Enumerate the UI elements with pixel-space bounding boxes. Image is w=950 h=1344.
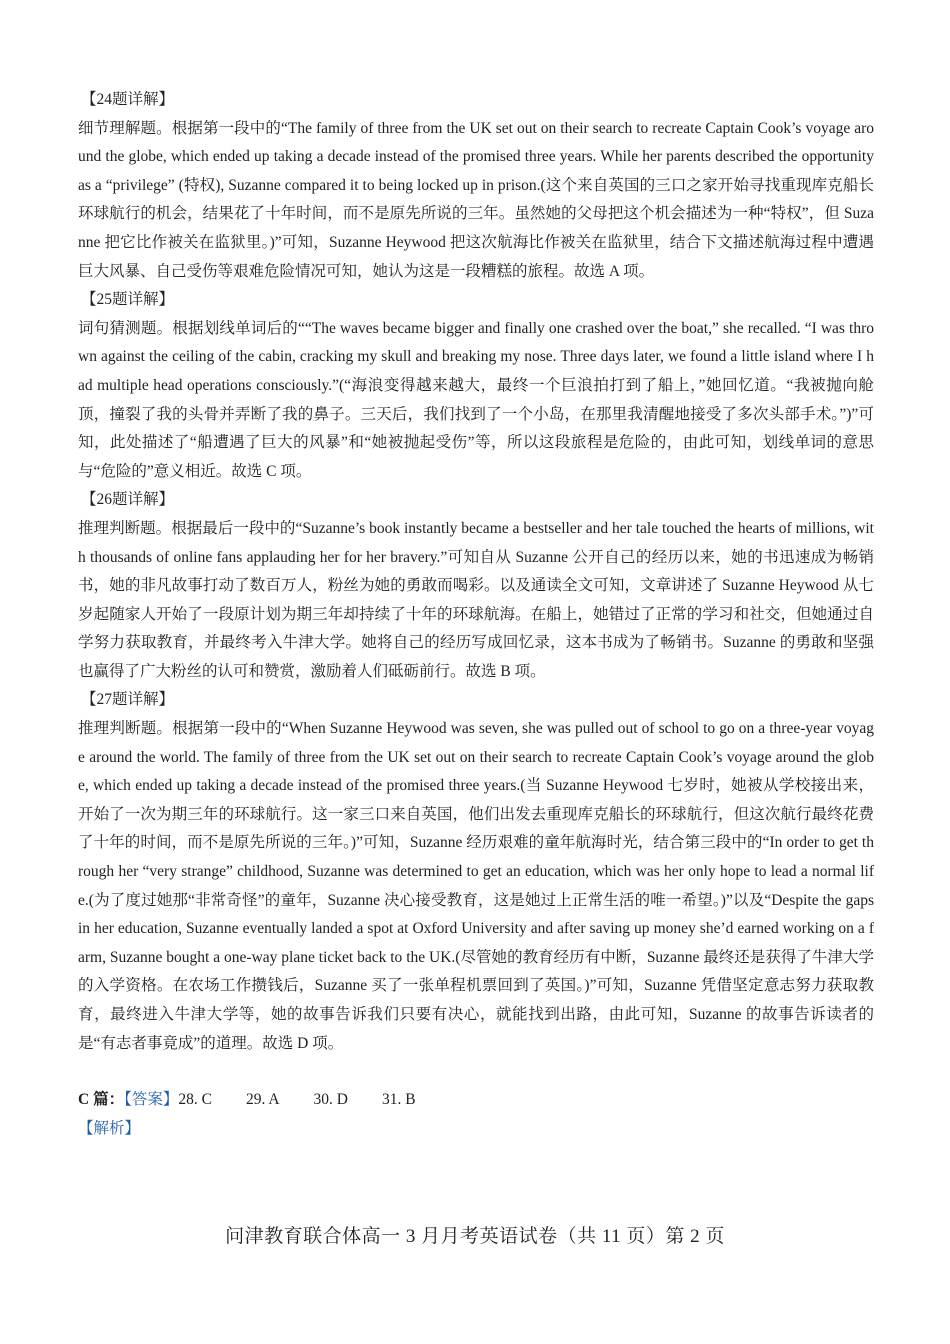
q26-explanation: 推理判断题。根据最后一段中的“Suzanne’s book instantly became a bestseller and her tale touched the hearts of millions, with thousands of online fans applauding her for her bravery.”可知自从 Suzanne 公开自己的经历以来，她的书迅速成为畅销书，她的非凡故事打动了数百万人，粉丝为她的勇敢而喝彩。以及通读全文可知，文章讲述了 Suzanne Heywood 从七岁起随家人开始了一段原计划为期三年却持续了十年的环球航海。在船上，她错过了正常的学习和社交，但她通过自学努力获取教育，并最终考入牛津大学。她将自己的经历写成回忆录，这本书成为了畅销书。Suzanne 的勇敢和坚强也赢得了广大粉丝的认可和赞赏，激励着人们砥砺前行。故选 B 项。 (78, 519, 874, 680)
analysis-tag: 【解析】 (78, 1119, 141, 1137)
answer-29: 29. A (245, 1091, 280, 1109)
q26-heading: 【26题详解】 (81, 491, 175, 509)
answer-tag: 【答案】 (124, 1091, 179, 1109)
q24-heading: 【24题详解】 (81, 91, 175, 108)
answer-30: 30. D (313, 1091, 348, 1109)
page-footer: 问津教育联合体高一 3 月月考英语试卷（共 11 页）第 2 页 (225, 1226, 725, 1247)
q24-explanation: 细节理解题。根据第一段中的“The family of three from the UK set out on their search to recreate Captain Cook’s voyage around the globe, which ended up taking a decade instead of the promised three years. While her parents described the opportunity as a “privilege” (特权), Suzanne compared it to being locked up in prison.(这个来自英国的三口之家开始寻找重现库克船长环球航行的机会，结果花了十年时间，而不是原先所说的三年。虽然她的父母把这个机会描述为一种“特权”，但 Suzanne 把它比作被关在监狱里。)”可知，Suzanne Heywood 把这次航海比作被关在监狱里，结合下文描述航海过程中遭遇巨大风暴、自己受伤等艰难危险情况可知，她认为这是一段糟糕的旅程。故选 A 项。 (78, 119, 874, 280)
answer-28: 28. C (178, 1091, 212, 1109)
section-c-answer-line (78, 1086, 874, 1115)
section-spacer (78, 1058, 874, 1086)
q25-heading: 【25题详解】 (81, 291, 175, 309)
q25-explanation: 词句猜测题。根据划线单词后的““The waves became bigger and finally one crashed over the boat,” she recalled. “I was thrown against the ceiling of the cabin, cracking my skull and breaking my nose. Three days later, we found a little island where I had multiple head operations consciously.”(“海浪变得越来越大，最终一个巨浪拍打到了船上，”她回忆道。“我被抛向舱顶，撞裂了我的头骨并弄断了我的鼻子。三天后，我们找到了一个小岛，在那里我清醒地接受了多次头部手术。”)”可知，此处描述了“船遭遇了巨大的风暴”和“她被抛起受伤”等，所以这段旅程是危险的，由此可知，划线单词的意思与“危险的”意义相近。故选 C 项。 (78, 319, 874, 480)
answer-31: 31. B (381, 1091, 416, 1109)
section-c-label: C 篇： (78, 1091, 125, 1109)
document-body (78, 86, 874, 1143)
q27-explanation: 推理判断题。根据第一段中的“When Suzanne Heywood was seven, she was pulled out of school to go on a three-year voyage around the world. The family of three from the UK set out on their search to recreate Captain Cook’s voyage around the globe, which ended up taking a decade instead of the promised three years.(当 Suzanne Heywood 七岁时，她被从学校接出来，开始了一次为期三年的环球航行。这一家三口来自英国，他们出发去重现库克船长的环球航行，但这次航行最终花费了十年的时间，而不是原先所说的三年。)”可知，Suzanne 经历艰难的童年航海时光，结合第三段中的“In order to get through her “very strange” childhood, Suzanne was determined to get an education, which was her only hope to lead a normal life.(为了度过她那“非常奇怪”的童年，Suzanne 决心接受教育，这是她过上正常生活的唯一希望。)”以及“Despite the gaps in her education, Suzanne eventually landed a spot at Oxford University and after saving up money she’d earned working on a farm, Suzanne bought a one-way plane ticket back to the UK.(尽管她的教育经历有中断，Suzanne 最终还是获得了牛津大学的入学资格。在农场工作攒钱后，Suzanne 买了一张单程机票回到了英国。)”可知，Suzanne 凭借坚定意志努力获取教育，最终进入牛津大学等，她的故事告诉我们只要有决心，就能找到出路，由此可知，Suzanne 的故事告诉读者的是“有志者事竟成”的道理。故选 D 项。 (78, 720, 874, 1052)
q27-heading: 【27题详解】 (81, 691, 175, 709)
